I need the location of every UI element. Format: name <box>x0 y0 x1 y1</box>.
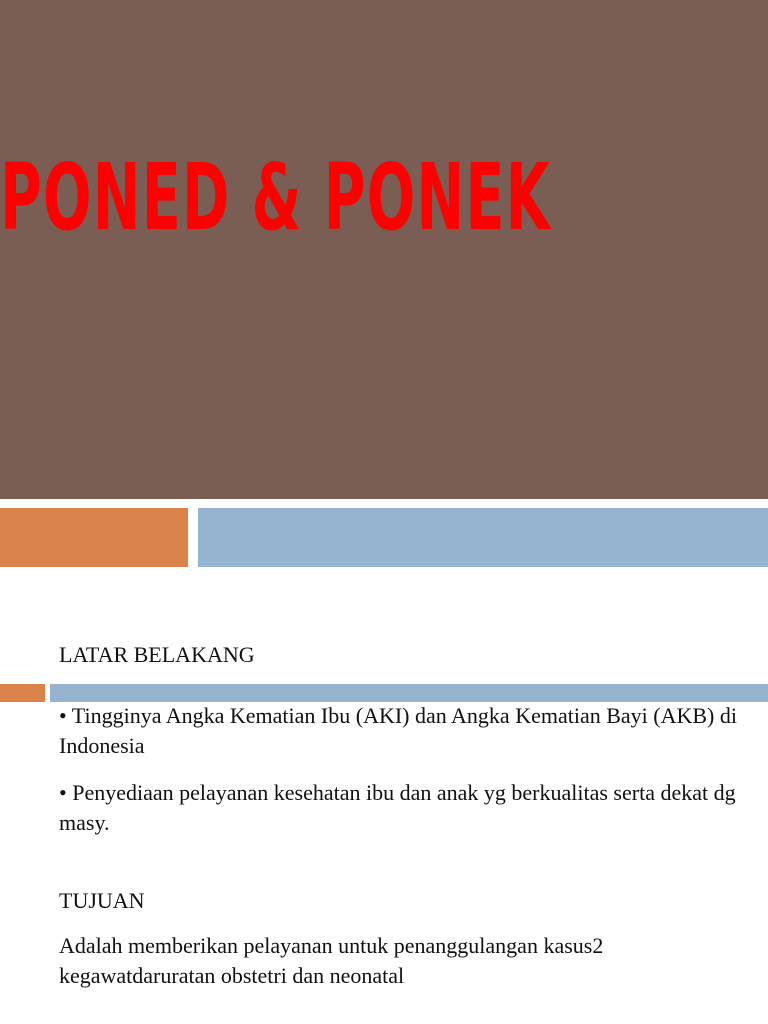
bullet-item: • Penyediaan pelayanan kesehatan ibu dan anak yg berkualitas serta dekat dg masy. <box>59 780 736 835</box>
divider-bar-blue <box>50 684 768 702</box>
slide-title: PONED & PONEK <box>0 144 552 251</box>
section-body-tujuan: Adalah memberikan pelayanan untuk penanggulangan kasus2 kegawatdaruratan obstetri dan neonatal <box>59 933 604 988</box>
accent-bar-blue <box>198 508 768 567</box>
section-heading-latar-belakang: LATAR BELAKANG <box>59 642 255 667</box>
divider-bar-orange <box>0 684 45 702</box>
section-heading-tujuan: TUJUAN <box>59 888 145 913</box>
accent-bar-orange <box>0 508 188 567</box>
bullet-item: • Tingginya Angka Kematian Ibu (AKI) dan Angka Kematian Bayi (AKB) di Indonesia <box>59 703 737 758</box>
title-band <box>0 0 768 499</box>
